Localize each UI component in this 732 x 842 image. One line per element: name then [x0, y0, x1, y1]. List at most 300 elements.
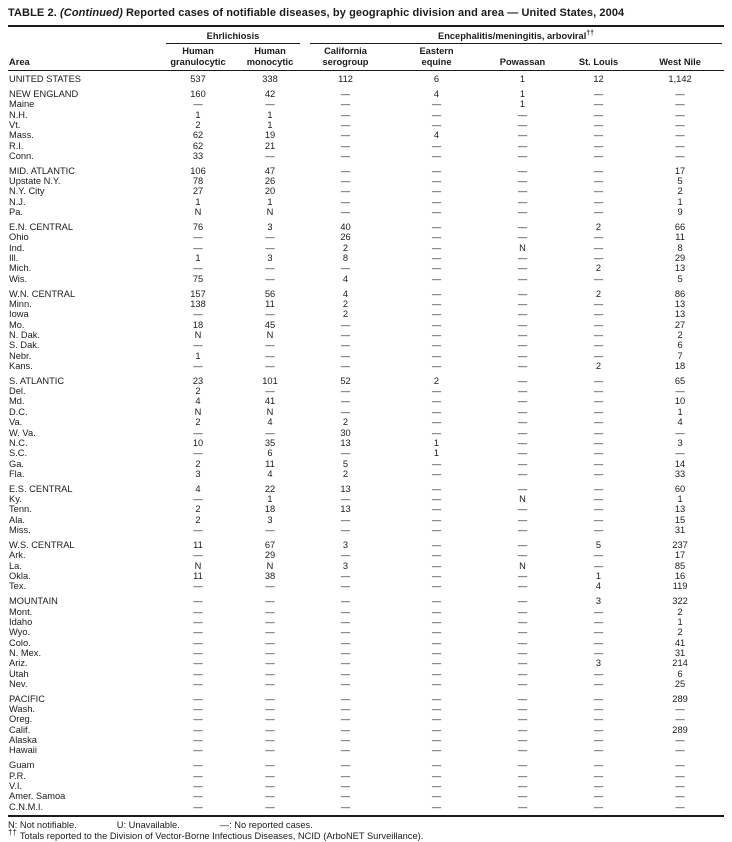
value-cell: — — [431, 606, 442, 617]
area-cell: Upstate N.Y. — [9, 176, 61, 187]
value-cell: — — [593, 340, 604, 351]
value-cell: 1 — [267, 119, 273, 130]
value-cell: 40 — [340, 221, 351, 232]
value-cell: — — [517, 745, 528, 756]
value-cell: — — [431, 791, 442, 802]
group-header-encephalitis — [302, 26, 724, 44]
value-cell: — — [517, 140, 528, 151]
value-cell: — — [517, 801, 528, 812]
value-cell: — — [593, 130, 604, 141]
table-row — [8, 504, 724, 514]
table-row — [8, 71, 724, 85]
value-cell: — — [517, 693, 528, 704]
column-header-line2: West Nile — [659, 56, 701, 67]
value-cell: — — [517, 340, 528, 351]
value-cell: — — [593, 119, 604, 130]
area-cell: Iowa — [9, 309, 29, 320]
value-cell: 322 — [672, 596, 688, 607]
value-cell: — — [340, 714, 351, 725]
value-cell: 2 — [677, 329, 683, 340]
value-cell: — — [517, 581, 528, 592]
area-cell: Mich. — [9, 263, 32, 274]
value-cell: — — [517, 417, 528, 428]
value-cell: — — [193, 801, 203, 812]
value-cell: — — [340, 319, 351, 330]
area-cell: PACIFIC — [9, 693, 45, 704]
value-cell: — — [193, 550, 203, 561]
area-cell: Wyo. — [9, 627, 31, 638]
value-cell: — — [593, 196, 604, 207]
value-cell: 62 — [192, 140, 204, 151]
value-cell: — — [431, 525, 442, 536]
area-cell: Miss. — [9, 525, 31, 536]
value-cell: — — [593, 735, 604, 746]
value-cell: — — [340, 494, 351, 505]
value-cell: 76 — [192, 221, 204, 232]
table-row — [8, 130, 724, 140]
footnotes — [8, 820, 724, 842]
value-cell: 13 — [674, 309, 686, 320]
value-cell: — — [193, 658, 203, 669]
value-cell: 338 — [262, 74, 278, 84]
value-cell: 11 — [265, 458, 275, 469]
value-cell: — — [593, 647, 604, 658]
value-cell: — — [593, 781, 604, 791]
table-row — [8, 494, 724, 504]
value-cell: — — [675, 109, 685, 120]
value-cell: — — [193, 781, 203, 791]
value-cell: 1 — [195, 253, 201, 263]
table-row — [8, 217, 724, 232]
value-cell: — — [593, 606, 604, 617]
value-cell: 1 — [195, 109, 201, 120]
value-cell: 52 — [340, 375, 351, 386]
value-cell: — — [340, 340, 351, 351]
table-row — [8, 371, 724, 386]
value-cell: — — [517, 273, 528, 284]
value-cell: 16 — [674, 570, 686, 581]
column-header-human-monocytic — [238, 44, 302, 71]
value-cell: — — [593, 232, 604, 243]
value-cell: — — [593, 437, 604, 448]
table-row — [8, 299, 724, 309]
value-cell: — — [431, 406, 442, 417]
area-cell: La. — [9, 560, 22, 571]
value-cell: 6 — [433, 74, 440, 84]
value-cell: — — [265, 596, 275, 607]
value-cell: — — [193, 745, 203, 756]
area-cell: N.J. — [9, 196, 26, 207]
table-header — [8, 26, 724, 71]
value-cell: — — [193, 693, 203, 704]
value-cell: N — [519, 242, 526, 253]
value-cell: — — [517, 627, 528, 638]
value-cell: — — [340, 207, 351, 218]
value-cell: 2 — [195, 119, 201, 130]
area-cell: Idaho — [9, 616, 33, 627]
column-header-line2: St. Louis — [578, 56, 619, 67]
area-cell: Ark. — [9, 550, 26, 561]
area-cell: Utah — [9, 668, 29, 679]
value-cell: — — [517, 232, 528, 243]
value-cell: — — [517, 647, 528, 658]
area-cell: Nev. — [9, 678, 28, 689]
value-cell: 1 — [433, 448, 440, 459]
value-cell: — — [675, 140, 685, 151]
value-cell: — — [517, 760, 528, 771]
area-cell: Wash. — [9, 704, 36, 715]
value-cell: — — [340, 130, 351, 141]
value-cell: — — [517, 658, 528, 669]
value-cell: — — [431, 232, 442, 243]
table-row — [8, 141, 724, 151]
table-row — [8, 84, 724, 99]
value-cell: 9 — [677, 207, 683, 218]
value-cell: — — [517, 704, 528, 715]
value-cell: 1 — [677, 494, 683, 505]
value-cell: — — [431, 165, 442, 176]
area-cell: MID. ATLANTIC — [9, 165, 75, 176]
value-cell: — — [675, 760, 685, 771]
value-cell: — — [193, 606, 203, 617]
value-cell: — — [193, 714, 203, 725]
area-cell: Calif. — [9, 724, 31, 735]
table-row — [8, 263, 724, 273]
value-cell: — — [340, 616, 351, 627]
group-label-ehrlichiosis: Ehrlichiosis — [206, 31, 260, 41]
value-cell: — — [340, 678, 351, 689]
value-cell: — — [265, 647, 275, 658]
column-header-west-nile — [636, 44, 724, 71]
area-cell: Ind. — [9, 242, 25, 253]
table-row — [8, 407, 724, 417]
value-cell: — — [517, 714, 528, 725]
value-cell: — — [340, 760, 351, 771]
value-cell: N — [194, 406, 202, 417]
value-cell: — — [431, 570, 442, 581]
value-cell: 10 — [674, 396, 686, 407]
area-cell: V.I. — [9, 781, 23, 791]
value-cell: — — [265, 150, 275, 161]
value-cell: — — [431, 109, 442, 120]
value-cell: — — [340, 514, 351, 525]
area-cell: Mont. — [9, 606, 33, 617]
value-cell: 106 — [190, 165, 206, 176]
value-cell: 4 — [433, 88, 440, 99]
area-cell: W.N. CENTRAL — [9, 288, 76, 299]
value-cell: — — [517, 458, 528, 469]
value-cell: — — [517, 606, 528, 617]
value-cell: — — [193, 637, 203, 648]
area-cell: NEW ENGLAND — [9, 88, 79, 99]
value-cell: 2 — [195, 458, 201, 469]
value-cell: 27 — [192, 186, 204, 197]
value-cell: — — [340, 406, 351, 417]
value-cell: — — [265, 693, 275, 704]
value-cell: — — [431, 668, 442, 679]
value-cell: — — [265, 801, 275, 812]
dagger-superscript: †† — [586, 29, 595, 37]
value-cell: — — [593, 273, 604, 284]
table-title-label: TABLE 2. — [8, 7, 57, 19]
value-cell: 2 — [677, 627, 683, 638]
value-cell: — — [675, 427, 685, 438]
value-cell: 6 — [677, 668, 683, 679]
value-cell: 138 — [190, 298, 206, 309]
value-cell: — — [593, 760, 604, 771]
value-cell: 4 — [677, 417, 683, 428]
value-cell: — — [431, 319, 442, 330]
value-cell: — — [193, 99, 203, 110]
value-cell: — — [431, 735, 442, 746]
value-cell: — — [431, 704, 442, 715]
value-cell: — — [675, 88, 685, 99]
area-cell: E.S. CENTRAL — [9, 483, 73, 494]
value-cell: — — [431, 647, 442, 658]
legend-no-reported-cases: —: No reported cases. — [219, 820, 313, 831]
value-cell: — — [265, 360, 275, 371]
value-cell: — — [431, 693, 442, 704]
value-cell: — — [593, 770, 604, 781]
value-cell: — — [431, 119, 442, 130]
value-cell: — — [265, 658, 275, 669]
value-cell: 12 — [593, 74, 604, 84]
value-cell: 78 — [192, 176, 204, 187]
value-cell: — — [517, 298, 528, 309]
value-cell: 3 — [267, 514, 273, 525]
value-cell: — — [517, 386, 528, 397]
area-cell: Del. — [9, 386, 26, 397]
column-header-st-louis — [561, 44, 636, 71]
value-cell: 11 — [265, 298, 275, 309]
value-cell: — — [517, 616, 528, 627]
value-cell: 13 — [674, 298, 686, 309]
value-cell: — — [265, 350, 275, 361]
value-cell: — — [340, 150, 351, 161]
value-cell: 4 — [267, 417, 273, 428]
value-cell: — — [193, 340, 203, 351]
area-cell: N.H. — [9, 109, 28, 120]
value-cell: — — [517, 150, 528, 161]
value-cell: — — [265, 232, 275, 243]
table-row — [8, 725, 724, 735]
value-cell: — — [675, 119, 685, 130]
value-cell: — — [265, 637, 275, 648]
value-cell: — — [517, 570, 528, 581]
area-cell: Fla. — [9, 468, 25, 479]
value-cell: 2 — [342, 417, 349, 428]
value-cell: — — [431, 714, 442, 725]
value-cell: 2 — [342, 242, 349, 253]
value-cell: — — [340, 329, 351, 340]
area-cell: N.Y. City — [9, 186, 45, 197]
table-row — [8, 361, 724, 371]
value-cell: — — [265, 678, 275, 689]
value-cell: — — [193, 360, 203, 371]
area-cell: Hawaii — [9, 745, 37, 756]
column-header-line1: Eastern — [419, 46, 454, 56]
value-cell: 4 — [433, 130, 440, 141]
value-cell: — — [265, 781, 275, 791]
value-cell: — — [517, 427, 528, 438]
value-cell: — — [593, 448, 604, 459]
value-cell: 2 — [433, 375, 440, 386]
value-cell: — — [593, 207, 604, 218]
value-cell: — — [593, 745, 604, 756]
value-cell: 3 — [677, 437, 683, 448]
value-cell: — — [675, 150, 685, 161]
column-header-line2: serogroup — [322, 56, 369, 67]
value-cell: — — [593, 560, 604, 571]
value-cell: 2 — [195, 386, 201, 397]
value-cell: 20 — [264, 186, 276, 197]
area-cell: MOUNTAIN — [9, 596, 58, 607]
value-cell: — — [593, 165, 604, 176]
value-cell: 8 — [677, 242, 683, 253]
area-cell: P.R. — [9, 770, 26, 781]
value-cell: — — [593, 791, 604, 802]
value-cell: 2 — [677, 186, 683, 197]
value-cell: 4 — [195, 483, 201, 494]
value-cell: — — [340, 581, 351, 592]
value-cell: — — [593, 396, 604, 407]
value-cell: — — [340, 647, 351, 658]
area-cell: Ga. — [9, 458, 24, 469]
value-cell: — — [675, 781, 685, 791]
area-cell: N. Mex. — [9, 647, 42, 658]
value-cell: — — [431, 504, 442, 515]
value-cell: — — [517, 781, 528, 791]
value-cell: 14 — [674, 458, 686, 469]
value-cell: — — [340, 550, 351, 561]
value-cell: — — [265, 770, 275, 781]
value-cell: 5 — [677, 273, 683, 284]
value-cell: — — [340, 724, 351, 735]
value-cell: — — [340, 165, 351, 176]
value-cell: — — [431, 483, 442, 494]
value-cell: — — [340, 668, 351, 679]
table-row — [8, 386, 724, 396]
value-cell: — — [340, 735, 351, 746]
area-cell: W. Va. — [9, 427, 36, 438]
value-cell: 1 — [195, 350, 201, 361]
table-row — [8, 689, 724, 704]
footnote-legend — [8, 820, 724, 831]
value-cell: — — [431, 386, 442, 397]
value-cell: — — [675, 130, 685, 141]
value-cell: 5 — [677, 176, 683, 187]
table-body — [8, 71, 724, 817]
column-header-line1: Human — [182, 46, 214, 56]
value-cell: 157 — [190, 288, 206, 299]
value-cell: 7 — [677, 350, 683, 361]
value-cell: 3 — [342, 539, 349, 550]
value-cell: — — [517, 791, 528, 802]
value-cell: 25 — [674, 678, 686, 689]
value-cell: — — [431, 150, 442, 161]
value-cell: — — [593, 693, 604, 704]
value-cell: — — [675, 791, 685, 802]
value-cell: — — [517, 668, 528, 679]
value-cell: — — [517, 514, 528, 525]
value-cell: — — [431, 207, 442, 218]
value-cell: — — [593, 637, 604, 648]
value-cell: — — [517, 375, 528, 386]
table-row — [8, 561, 724, 571]
value-cell: — — [265, 386, 275, 397]
group-header-row — [8, 26, 724, 44]
table-title-continued: (Continued) — [60, 7, 123, 19]
value-cell: — — [517, 319, 528, 330]
value-cell: — — [517, 406, 528, 417]
value-cell: — — [431, 99, 442, 110]
value-cell: — — [431, 581, 442, 592]
value-cell: 21 — [264, 140, 276, 151]
value-cell: — — [265, 760, 275, 771]
value-cell: — — [431, 196, 442, 207]
value-cell: — — [193, 760, 203, 771]
value-cell: 119 — [672, 581, 688, 592]
value-cell: — — [193, 668, 203, 679]
value-cell: — — [517, 770, 528, 781]
table-row — [8, 99, 724, 109]
value-cell: — — [265, 581, 275, 592]
dagger-symbol: †† — [8, 827, 17, 837]
area-cell: C.N.M.I. — [9, 801, 44, 812]
area-cell: Va. — [9, 417, 23, 428]
area-cell: W.S. CENTRAL — [9, 539, 75, 550]
value-cell: — — [593, 406, 604, 417]
area-cell: Wis. — [9, 273, 28, 284]
value-cell: 537 — [190, 74, 206, 84]
value-cell: 18 — [264, 504, 276, 515]
value-cell: 2 — [195, 514, 201, 525]
value-cell: — — [593, 801, 604, 812]
dagger-text: Totals reported to the Division of Vector-Borne Infectious Diseases, NCID (ArboNET Surveillance). — [19, 831, 424, 842]
table-row — [8, 607, 724, 617]
table-row — [8, 745, 724, 755]
value-cell: 11 — [193, 570, 203, 581]
value-cell: 42 — [264, 88, 276, 99]
value-cell: — — [431, 514, 442, 525]
value-cell: — — [593, 483, 604, 494]
area-cell: Maine — [9, 99, 35, 110]
value-cell: — — [593, 99, 604, 110]
value-cell: 41 — [264, 396, 276, 407]
value-cell: — — [340, 801, 351, 812]
value-cell: 2 — [342, 298, 349, 309]
table-row — [8, 351, 724, 361]
legend-unavailable: U: Unavailable. — [116, 820, 180, 831]
value-cell: — — [431, 468, 442, 479]
value-cell: 112 — [338, 74, 353, 84]
value-cell: — — [431, 745, 442, 756]
value-cell: 62 — [192, 130, 204, 141]
value-cell: 2 — [595, 288, 602, 299]
value-cell: — — [593, 525, 604, 536]
column-header-california-serogroup — [302, 44, 389, 71]
value-cell: — — [193, 232, 203, 243]
value-cell: 31 — [674, 525, 686, 536]
value-cell: — — [593, 309, 604, 320]
value-cell: 23 — [192, 375, 204, 386]
table-row — [8, 704, 724, 714]
footnote-dagger — [8, 827, 724, 842]
value-cell: — — [593, 468, 604, 479]
value-cell: — — [340, 386, 351, 397]
value-cell: — — [193, 263, 203, 274]
value-cell: 1 — [519, 88, 526, 99]
